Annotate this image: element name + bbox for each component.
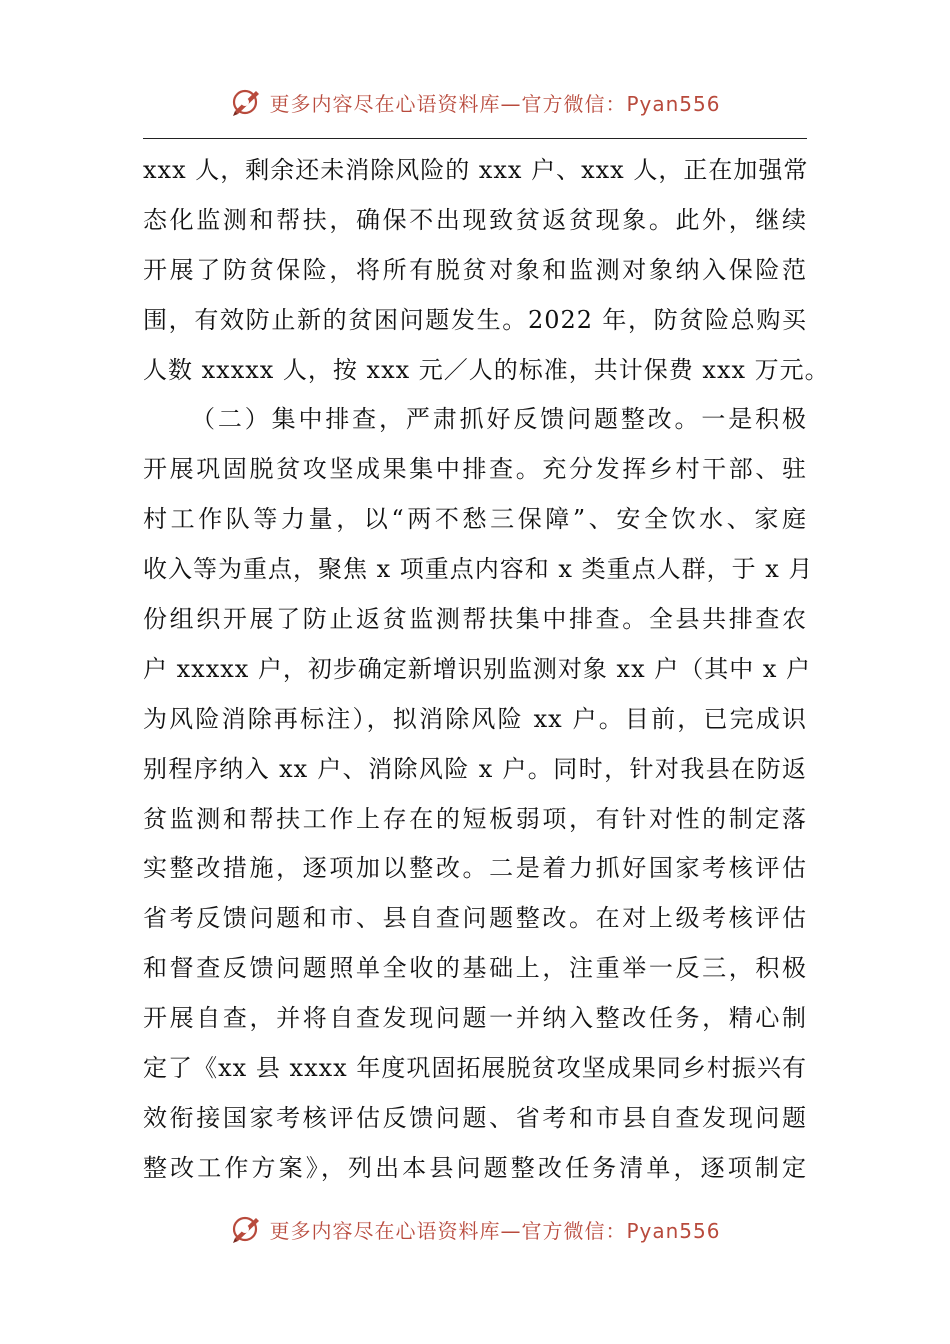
body-line: 别程序纳入 xx 户、消除风险 x 户。同时，针对我县在防返	[143, 754, 807, 783]
section-heading-line: （二）集中排查，严肃抓好反馈问题整改。一是积极	[191, 405, 807, 434]
body-line: 收入等为重点，聚焦 x 项重点内容和 x 类重点人群，于 x 月	[143, 555, 814, 584]
body-line: 和督查反馈问题照单全收的基础上，注重举一反三，积极	[143, 954, 807, 983]
header-divider	[143, 138, 807, 139]
body-line: xxx 人，剩余还未消除风险的 xxx 户、xxx 人，正在加强常	[143, 156, 809, 184]
document-body	[143, 146, 830, 1194]
header-banner-text: 更多内容尽在心语资料库—官方微信：Pyan556	[269, 91, 721, 116]
body-line: 开展巩固脱贫攻坚成果集中排查。充分发挥乡村干部、驻	[143, 455, 807, 484]
body-line: 开展自查，并将自查发现问题一并纳入整改任务，精心制	[143, 1004, 807, 1033]
header-banner	[0, 82, 950, 122]
body-line: 定了《xx 县 xxxx 年度巩固拓展脱贫攻坚成果同乡村振兴有	[143, 1054, 807, 1083]
body-line: 围，有效防止新的贫困问题发生。2022 年，防贫险总购买	[143, 305, 807, 334]
pen-logo-icon	[229, 85, 263, 119]
body-line: 份组织开展了防止返贫监测帮扶集中排查。全县共排查农	[143, 605, 807, 634]
body-line: 省考反馈问题和市、县自查问题整改。在对上级考核评估	[143, 904, 807, 933]
body-line: 户 xxxxx 户，初步确定新增识别监测对象 xx 户（其中 x 户	[143, 654, 812, 683]
footer-banner-text: 更多内容尽在心语资料库—官方微信：Pyan556	[269, 1218, 721, 1243]
footer-banner	[0, 1209, 950, 1249]
body-line: 效衔接国家考核评估反馈问题、省考和市县自查发现问题	[143, 1103, 807, 1132]
body-line: 村工作队等力量，以“两不愁三保障”、安全饮水、家庭	[143, 505, 807, 534]
body-line: 实整改措施，逐项加以整改。二是着力抓好国家考核评估	[143, 854, 807, 883]
body-line: 态化监测和帮扶，确保不出现致贫返贫现象。此外，继续	[143, 205, 807, 234]
body-line: 为风险消除再标注），拟消除风险 xx 户。目前，已完成识	[143, 704, 807, 733]
body-line: 整改工作方案》，列出本县问题整改任务清单，逐项制定	[143, 1153, 807, 1182]
pen-logo-icon	[229, 1212, 263, 1246]
body-line: 人数 xxxxx 人，按 xxx 元／人的标准，共计保费 xxx 万元。	[143, 355, 830, 384]
body-line: 贫监测和帮扶工作上存在的短板弱项，有针对性的制定落	[143, 804, 807, 833]
body-line: 开展了防贫保险，将所有脱贫对象和监测对象纳入保险范	[143, 255, 807, 284]
